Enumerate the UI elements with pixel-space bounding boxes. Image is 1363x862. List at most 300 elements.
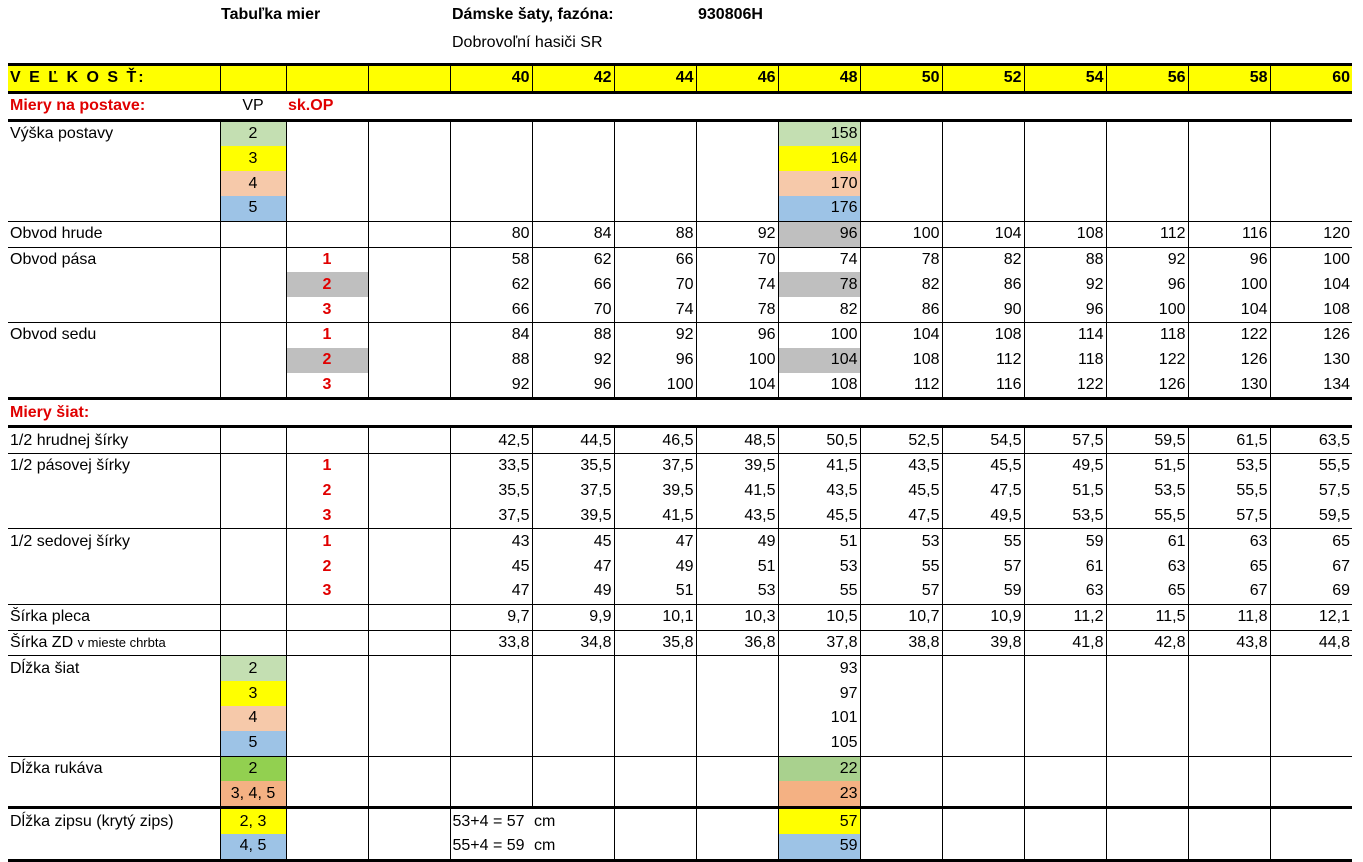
empty-cell [220,322,286,347]
value-cell: 55,5 [1188,479,1270,504]
empty-cell [614,706,696,731]
value-cell: 51,5 [1024,479,1106,504]
empty-cell [1188,92,1270,120]
vp-cell: 3, 4, 5 [220,781,286,807]
vp-cell: 2 [220,120,286,146]
empty-cell [450,399,532,427]
empty-cell [368,656,450,681]
empty-cell [368,630,450,656]
empty-cell [1188,706,1270,731]
vp-cell: 2 [220,656,286,681]
empty-cell [286,681,368,706]
empty-cell [696,731,778,756]
back-width-row [8,630,1352,656]
waist-row [8,297,1352,322]
empty-cell [368,221,450,247]
empty-cell [1270,399,1352,427]
empty-cell [532,656,614,681]
empty-cell [286,196,368,221]
value-cell: 122 [1188,322,1270,347]
empty-cell [286,706,368,731]
empty-cell [860,681,942,706]
value-cell: 70 [532,297,614,322]
value-cell: 46,5 [614,427,696,454]
empty-cell [1106,756,1188,781]
empty-cell [220,348,286,373]
empty-cell [614,399,696,427]
empty-cell [286,656,368,681]
empty-cell [532,92,614,120]
empty-cell [1106,731,1188,756]
op-cell: 1 [286,322,368,347]
row-label: Obvod pása [8,247,220,272]
empty-cell [1270,92,1352,120]
empty-cell [368,196,450,221]
half-waist-row [8,453,1352,478]
empty-cell [8,373,220,399]
empty-cell [220,453,286,478]
body-section-row [8,92,1352,120]
style-code: 930806H [698,6,763,23]
empty-cell [614,656,696,681]
empty-cell [532,706,614,731]
value-cell: 41,5 [778,453,860,478]
empty-cell [1270,146,1352,171]
value-cell: 55,5 [1106,504,1188,529]
empty-cell [1188,656,1270,681]
empty-cell [8,171,220,196]
empty-cell [1106,681,1188,706]
empty-cell [532,399,614,427]
empty-cell [1270,656,1352,681]
value-cell: 43 [450,529,532,554]
vp-cell: 4 [220,171,286,196]
value-cell: 33,8 [450,630,532,656]
value-cell: 92 [1106,247,1188,272]
value-cell: 70 [696,247,778,272]
empty-cell [696,706,778,731]
half-chest-row [8,427,1352,454]
op-cell: 3 [286,297,368,322]
value-cell: 42,5 [450,427,532,454]
empty-cell [368,479,450,504]
empty-cell [450,171,532,196]
empty-cell [1188,781,1270,807]
vp-cell: 3 [220,681,286,706]
value-cell: 57 [778,808,860,834]
value-cell: 39,5 [696,453,778,478]
value-cell: 126 [1270,322,1352,347]
empty-cell [614,731,696,756]
empty-cell [368,504,450,529]
empty-cell [286,171,368,196]
empty-cell [8,579,220,604]
value-cell: 59 [942,579,1024,604]
value-cell: 96 [1106,272,1188,297]
empty-cell [942,146,1024,171]
value-cell: 49 [614,554,696,579]
empty-cell [450,196,532,221]
hip-row [8,322,1352,347]
value-cell: 41,5 [696,479,778,504]
half-hip-row [8,554,1352,579]
empty-cell [942,756,1024,781]
value-cell: 112 [1106,221,1188,247]
dress-length-row [8,681,1352,706]
empty-cell [368,554,450,579]
empty-cell [1188,146,1270,171]
empty-cell [942,781,1024,807]
empty-cell [450,706,532,731]
half-hip-row [8,579,1352,604]
empty-cell [614,834,696,860]
value-cell: 70 [614,272,696,297]
value-cell: 52,5 [860,427,942,454]
op-cell: 1 [286,453,368,478]
dress-length-row [8,656,1352,681]
empty-cell [696,808,778,834]
empty-cell [1270,808,1352,834]
empty-cell [368,579,450,604]
empty-cell [1024,834,1106,860]
empty-cell [860,92,942,120]
value-cell: 57,5 [1188,504,1270,529]
value-cell: 51 [696,554,778,579]
empty-cell [1188,808,1270,834]
height-row [8,196,1352,221]
empty-cell [860,834,942,860]
row-label: Dĺžka šiat [8,656,220,681]
empty-cell [220,427,286,454]
value-cell: 74 [614,297,696,322]
empty-cell [860,808,942,834]
value-cell: 34,8 [532,630,614,656]
value-cell: 108 [778,373,860,399]
row-label: Výška postavy [8,120,220,146]
empty-cell [860,146,942,171]
value-cell: 61 [1106,529,1188,554]
value-cell: 53,5 [1024,504,1106,529]
empty-cell [8,272,220,297]
height-row [8,171,1352,196]
value-cell: 92 [696,221,778,247]
empty-cell [1270,120,1352,146]
empty-cell [220,373,286,399]
value-cell: 65 [1188,554,1270,579]
empty-cell [532,120,614,146]
empty-cell [368,120,450,146]
empty-cell [1106,92,1188,120]
empty-cell [1106,120,1188,146]
row-label: Obvod sedu [8,322,220,347]
empty-cell [532,756,614,781]
value-cell: 120 [1270,221,1352,247]
value-cell: 62 [450,272,532,297]
empty-cell [942,92,1024,120]
value-cell: 108 [1270,297,1352,322]
half-waist-row [8,504,1352,529]
empty-cell [696,399,778,427]
value-cell: 78 [860,247,942,272]
value-cell: 82 [778,297,860,322]
empty-cell [696,196,778,221]
value-cell: 50,5 [778,427,860,454]
value-cell: 45 [450,554,532,579]
empty-cell [220,504,286,529]
op-cell: 2 [286,479,368,504]
size-cell: 46 [696,65,778,93]
empty-cell [368,65,450,93]
empty-cell [286,756,368,781]
value-cell: 100 [1270,247,1352,272]
value-cell: 88 [1024,247,1106,272]
value-cell: 55 [942,529,1024,554]
empty-cell [696,146,778,171]
empty-cell [8,731,220,756]
value-cell: 116 [1188,221,1270,247]
value-cell: 45,5 [860,479,942,504]
empty-cell [368,834,450,860]
op-cell: 2 [286,348,368,373]
empty-cell [1270,681,1352,706]
empty-cell [220,272,286,297]
hip-row [8,348,1352,373]
size-cell: 40 [450,65,532,93]
value-cell: 88 [450,348,532,373]
empty-cell [1024,146,1106,171]
empty-cell [860,196,942,221]
empty-cell [368,171,450,196]
value-cell: 22 [778,756,860,781]
empty-cell [1024,92,1106,120]
value-cell: 86 [942,272,1024,297]
value-cell: 80 [450,221,532,247]
value-cell: 10,3 [696,604,778,630]
value-cell: 108 [942,322,1024,347]
empty-cell [1024,399,1106,427]
value-cell: 96 [532,373,614,399]
value-cell: 86 [860,297,942,322]
op-cell: 3 [286,373,368,399]
value-cell: 58 [450,247,532,272]
value-cell: 39,8 [942,630,1024,656]
empty-cell [696,756,778,781]
empty-cell [368,731,450,756]
value-cell: 41,8 [1024,630,1106,656]
empty-cell [450,681,532,706]
value-cell: 9,9 [532,604,614,630]
dress-section-title: Miery šiat: [10,403,90,421]
half-waist-row [8,479,1352,504]
value-cell: 45,5 [778,504,860,529]
empty-cell [696,92,778,120]
value-cell: 10,1 [614,604,696,630]
value-cell: 55,5 [1270,453,1352,478]
value-cell: 53,5 [1106,479,1188,504]
empty-cell [1270,781,1352,807]
row-label: Dĺžka rukáva [8,756,220,781]
size-cell: 52 [942,65,1024,93]
empty-cell [942,731,1024,756]
value-cell: 126 [1106,373,1188,399]
value-cell: 35,5 [532,453,614,478]
vp-cell: 2 [220,756,286,781]
row-label [8,630,220,656]
empty-cell [368,756,450,781]
empty-cell [368,272,450,297]
empty-cell [286,604,368,630]
value-cell: 108 [1024,221,1106,247]
empty-cell [696,120,778,146]
value-cell: 97 [778,681,860,706]
empty-cell [1270,756,1352,781]
value-cell: 43,5 [778,479,860,504]
height-row [8,146,1352,171]
value-cell: 122 [1106,348,1188,373]
value-cell: 47,5 [860,504,942,529]
value-cell: 66 [532,272,614,297]
empty-cell [220,247,286,272]
value-cell: 104 [1188,297,1270,322]
value-cell: 104 [1270,272,1352,297]
empty-cell [614,171,696,196]
empty-cell [860,120,942,146]
vp-cell: 4, 5 [220,834,286,860]
row-label: 1/2 pásovej šírky [8,453,220,478]
value-cell: 63,5 [1270,427,1352,454]
value-cell: 55 [778,579,860,604]
empty-cell [220,479,286,504]
vp-cell: 5 [220,731,286,756]
empty-cell [368,604,450,630]
size-cell: 50 [860,65,942,93]
empty-cell [220,297,286,322]
empty-cell [368,453,450,478]
hip-row [8,373,1352,399]
value-cell: 158 [778,120,860,146]
empty-cell [286,120,368,146]
value-cell: 42,8 [1106,630,1188,656]
value-cell: 38,8 [860,630,942,656]
empty-cell [220,529,286,554]
value-cell: 11,8 [1188,604,1270,630]
value-cell: 9,7 [450,604,532,630]
empty-cell [220,604,286,630]
size-cell: 42 [532,65,614,93]
formula-cell: 55+4 = 59 [450,834,532,860]
empty-cell [614,196,696,221]
empty-cell [1270,834,1352,860]
body-section-title: Miery na postave: [10,97,146,115]
value-cell: 78 [696,297,778,322]
empty-cell [860,731,942,756]
value-cell: 59,5 [1270,504,1352,529]
value-cell: 66 [450,297,532,322]
empty-cell [8,681,220,706]
value-cell: 37,5 [614,453,696,478]
size-cell: 56 [1106,65,1188,93]
empty-cell [1024,681,1106,706]
value-cell: 10,7 [860,604,942,630]
row-label-sub: v mieste chrbta [77,634,166,650]
empty-cell [1024,781,1106,807]
unit-cell: cm [532,808,614,834]
size-cell: 54 [1024,65,1106,93]
height-row [8,120,1352,146]
half-hip-row [8,529,1352,554]
empty-cell [220,399,286,427]
size-row-label: V E Ľ K O S Ť: [8,65,220,93]
vp-cell: 2, 3 [220,808,286,834]
value-cell: 74 [778,247,860,272]
value-cell: 33,5 [450,453,532,478]
value-cell: 45 [532,529,614,554]
value-cell: 39,5 [614,479,696,504]
empty-cell [614,146,696,171]
op-cell: 3 [286,504,368,529]
empty-cell [942,171,1024,196]
value-cell: 96 [1024,297,1106,322]
op-cell: 3 [286,579,368,604]
value-cell: 96 [1188,247,1270,272]
empty-cell [8,504,220,529]
op-cell: 2 [286,272,368,297]
value-cell: 61 [1024,554,1106,579]
empty-cell [368,529,450,554]
empty-cell [368,348,450,373]
value-cell: 53,5 [1188,453,1270,478]
empty-cell [1024,706,1106,731]
value-cell: 134 [1270,373,1352,399]
empty-cell [1188,171,1270,196]
empty-cell [368,373,450,399]
value-cell: 10,9 [942,604,1024,630]
empty-cell [942,706,1024,731]
empty-cell [368,808,450,834]
value-cell: 59,5 [1106,427,1188,454]
empty-cell [8,348,220,373]
empty-cell [368,247,450,272]
value-cell: 37,5 [532,479,614,504]
value-cell: 92 [450,373,532,399]
row-label: 1/2 sedovej šírky [8,529,220,554]
value-cell: 67 [1270,554,1352,579]
value-cell: 51,5 [1106,453,1188,478]
value-cell: 39,5 [532,504,614,529]
empty-cell [1024,808,1106,834]
empty-cell [778,92,860,120]
row-label: Dĺžka zipsu (krytý zips) [8,808,220,834]
empty-cell [614,781,696,807]
chest-row [8,221,1352,247]
empty-cell [450,731,532,756]
empty-cell [942,681,1024,706]
empty-cell [696,834,778,860]
value-cell: 112 [942,348,1024,373]
vp-cell: 5 [220,196,286,221]
zipper-length-row [8,808,1352,834]
empty-cell [532,681,614,706]
value-cell: 100 [696,348,778,373]
op-cell: 1 [286,529,368,554]
empty-cell [450,656,532,681]
empty-cell [286,427,368,454]
empty-cell [1270,171,1352,196]
value-cell: 100 [614,373,696,399]
empty-cell [368,706,450,731]
empty-cell [450,781,532,807]
empty-cell [368,92,450,120]
